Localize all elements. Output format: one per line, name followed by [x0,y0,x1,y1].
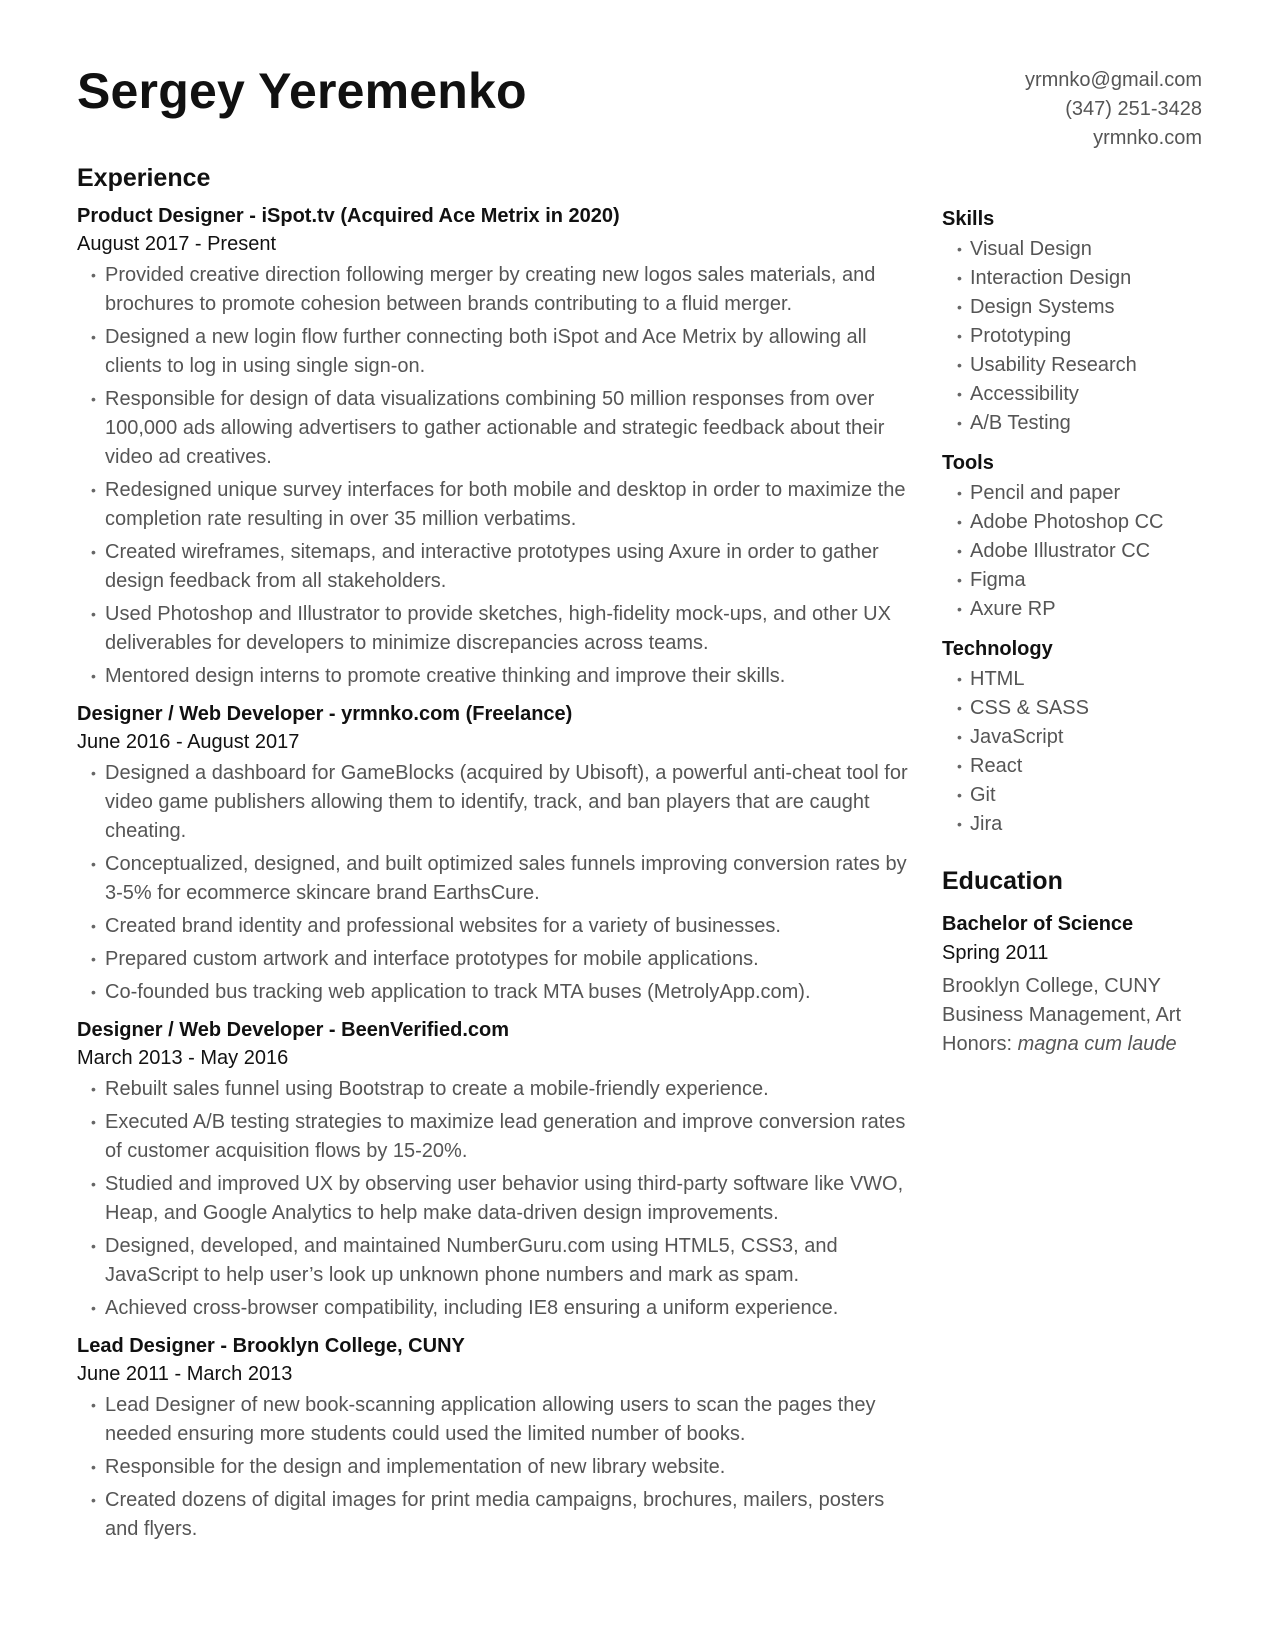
job-title: Product Designer - iSpot.tv (Acquired Ace Metrix in 2020) [77,205,620,227]
technology-item: • Git [942,781,1212,810]
job-bullet: • Used Photoshop and Illustrator to provide sketches, high-fidelity mock-ups, and other UX deliverables for developers to minimize discrepancies across teams. [77,600,917,658]
job-bullet: • Created brand identity and professional websites for a variety of businesses. [77,912,917,941]
job-bullet: • Achieved cross-browser compatibility, including IE8 ensuring a uniform experience. [77,1294,917,1323]
experience-heading: Experience [77,164,211,192]
job-bullet: • Executed A/B testing strategies to maximize lead generation and improve conversion rates of customer acquisition flows by 15-20%. [77,1108,917,1166]
experience-section [77,164,917,1554]
honors-value: magna cum laude [1017,1033,1177,1055]
job-entry [77,1017,917,1323]
job-bullet: • Responsible for the design and implementation of new library website. [77,1453,917,1482]
job-bullets [77,261,917,691]
job-bullet: • Rebuilt sales funnel using Bootstrap to create a mobile-friendly experience. [77,1075,917,1104]
job-bullet: • Studied and improved UX by observing user behavior using third-party software like VWO, Heap, and Google Analytics to help make data-driven design improvements. [77,1170,917,1228]
job-bullets [77,1075,917,1323]
tool-item: • Adobe Photoshop CC [942,508,1212,537]
job-title: Designer / Web Developer - BeenVerified.com [77,1019,509,1041]
major: Business Management, Art [942,1004,1182,1026]
skill-item: • Visual Design [942,235,1212,264]
technology-list [942,665,1212,839]
job-dates: March 2013 - May 2016 [77,1047,289,1069]
job-entry [77,1333,917,1544]
contact-info [1025,66,1202,153]
graduation-term: Spring 2011 [942,942,1049,964]
skill-item: • Interaction Design [942,264,1212,293]
tools-list [942,479,1212,624]
job-list [77,203,917,1544]
job-dates: June 2011 - March 2013 [77,1363,293,1385]
job-bullet: • Responsible for design of data visualizations combining 50 million responses from over 100,000 ads allowing advertisers to gather actionable and strategic feedback about their video ad creatives. [77,385,917,472]
job-entry [77,701,917,1007]
job-bullet: • Lead Designer of new book-scanning application allowing users to scan the pages they needed ensuring more students could used the limited number of books. [77,1391,917,1449]
job-bullet: • Co-founded bus tracking web application to track MTA buses (MetrolyApp.com). [77,978,917,1007]
skill-item: • A/B Testing [942,409,1212,438]
skill-item: • Design Systems [942,293,1212,322]
job-bullet: • Designed, developed, and maintained NumberGuru.com using HTML5, CSS3, and JavaScript to help user’s look up unknown phone numbers and mark as spam. [77,1232,917,1290]
job-title: Designer / Web Developer - yrmnko.com (Freelance) [77,703,573,725]
website-link[interactable]: yrmnko.com [1093,127,1202,149]
job-bullet: • Created dozens of digital images for print media campaigns, brochures, mailers, posters and flyers. [77,1486,917,1544]
tool-item: • Pencil and paper [942,479,1212,508]
skill-item: • Prototyping [942,322,1212,351]
tools-heading: Tools [942,452,994,474]
sidebar [942,208,1212,1059]
education-section [942,867,1212,1059]
honors-label: Honors: [942,1033,1018,1055]
job-bullet: • Designed a new login flow further connecting both iSpot and Ace Metrix by allowing all clients to log in using single sign-on. [77,323,917,381]
technology-item: • CSS & SASS [942,694,1212,723]
skills-heading: Skills [942,208,995,230]
technology-heading: Technology [942,638,1053,660]
job-bullet: • Designed a dashboard for GameBlocks (acquired by Ubisoft), a powerful anti-cheat tool for video game publishers allowing them to identify, track, and ban players that are caught cheating. [77,759,917,846]
job-title: Lead Designer - Brooklyn College, CUNY [77,1335,465,1357]
technology-item: • HTML [942,665,1212,694]
job-bullets [77,1391,917,1544]
honors [942,1030,1212,1059]
job-entry [77,203,917,691]
job-bullet: • Provided creative direction following merger by creating new logos sales materials, and brochures to promote cohesion between brands contributing to a fluid merger. [77,261,917,319]
email-link[interactable]: yrmnko@gmail.com [1024,69,1202,91]
candidate-name: Sergey Yeremenko [77,63,527,119]
degree: Bachelor of Science [942,913,1134,935]
job-dates: August 2017 - Present [77,233,277,255]
job-bullet: • Created wireframes, sitemaps, and interactive prototypes using Axure in order to gather design feedback from all stakeholders. [77,538,917,596]
job-bullet: • Redesigned unique survey interfaces for both mobile and desktop in order to maximize the completion rate resulting in over 35 million verbatims. [77,476,917,534]
technology-item: • Jira [942,810,1212,839]
tool-item: • Figma [942,566,1212,595]
tool-item: • Adobe Illustrator CC [942,537,1212,566]
job-dates: June 2016 - August 2017 [77,731,300,753]
phone-number: (347) 251-3428 [1065,98,1202,120]
skill-item: • Usability Research [942,351,1212,380]
job-bullet: • Prepared custom artwork and interface prototypes for mobile applications. [77,945,917,974]
skills-list [942,235,1212,438]
job-bullets [77,759,917,1007]
job-bullet: • Mentored design interns to promote creative thinking and improve their skills. [77,662,917,691]
technology-item: • React [942,752,1212,781]
tool-item: • Axure RP [942,595,1212,624]
school: Brooklyn College, CUNY [942,975,1161,997]
education-heading: Education [942,867,1063,895]
skill-item: • Accessibility [942,380,1212,409]
technology-item: • JavaScript [942,723,1212,752]
job-bullet: • Conceptualized, designed, and built optimized sales funnels improving conversion rates by 3-5% for ecommerce skincare brand EarthsCure. [77,850,917,908]
